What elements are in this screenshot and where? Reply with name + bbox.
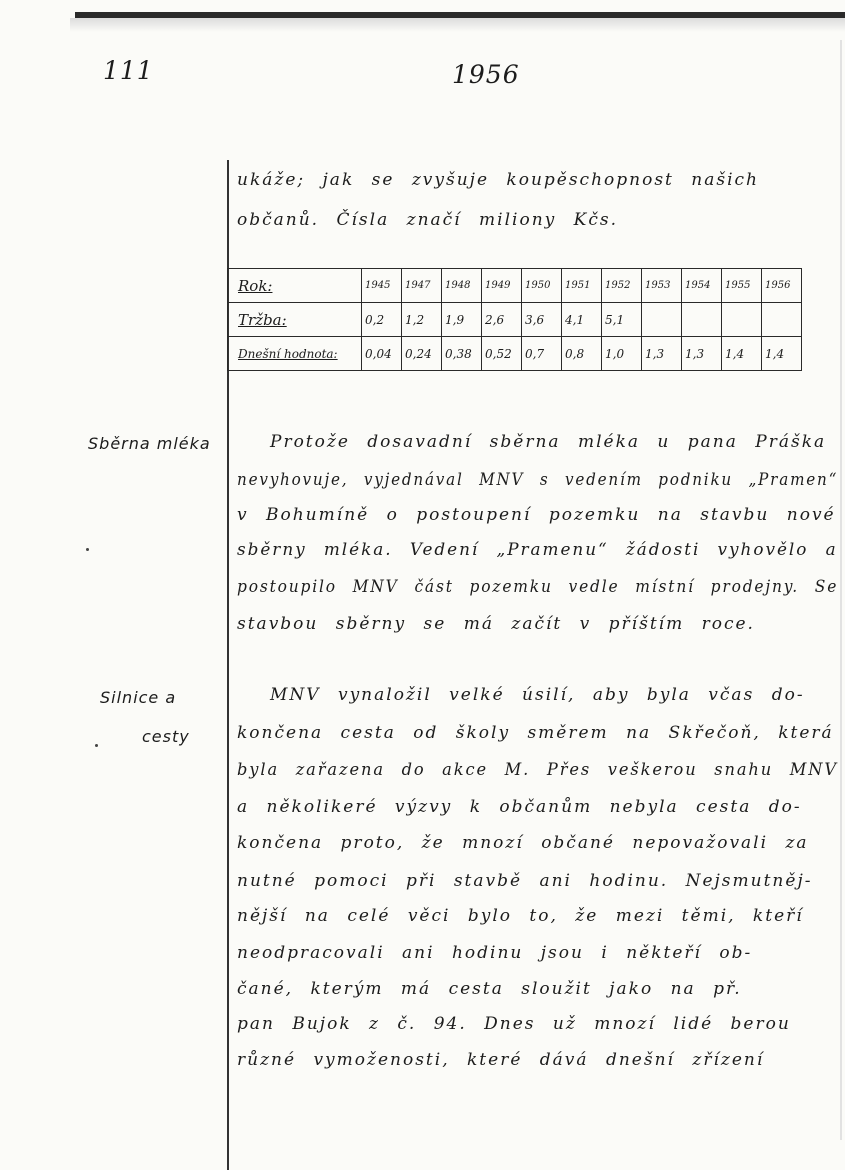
- table-row-label: Dnešní hodnota:: [228, 337, 362, 371]
- text-line: neodpracovali ani hodinu jsou i někteří ob-: [237, 943, 753, 963]
- text-line: končena proto, že mnozí občané nepovažovali za: [237, 833, 809, 853]
- text-line: Protože dosavadní sběrna mléka u pana Práška: [270, 432, 827, 452]
- sales-table: [227, 268, 802, 371]
- year-heading: 1956: [452, 60, 520, 89]
- table-cell: [642, 303, 682, 337]
- margin-title-roads-line2: cesty: [142, 727, 190, 746]
- text-line: MNV vynaložil velké úsilí, aby byla včas do-: [270, 685, 805, 705]
- text-line: a několikeré výzvy k občanům nebyla cesta do-: [237, 797, 802, 817]
- table-cell: 1,4: [722, 337, 762, 371]
- table-row-value: [228, 337, 802, 371]
- margin-title-milk-collection: Sběrna mléka: [88, 434, 211, 453]
- table-cell: 1,3: [682, 337, 722, 371]
- table-cell: 0,8: [562, 337, 602, 371]
- text-line: ukáže; jak se zvyšuje koupěschopnost našich: [237, 170, 760, 190]
- table-cell: [722, 303, 762, 337]
- table-cell: 1948: [442, 269, 482, 303]
- table-cell: 1949: [482, 269, 522, 303]
- table-cell: 4,1: [562, 303, 602, 337]
- text-line: stavbou sběrny se má začít v příštím roce.: [237, 614, 755, 634]
- table-cell: [762, 303, 802, 337]
- text-line: nutné pomoci při stavbě ani hodinu. Nejsmutněj-: [237, 871, 813, 891]
- table-cell: 1952: [602, 269, 642, 303]
- table-cell: 1,2: [402, 303, 442, 337]
- table-row-sales: [228, 303, 802, 337]
- table-cell: 0,7: [522, 337, 562, 371]
- table-row-label: Rok:: [228, 269, 362, 303]
- text-line: různé vymoženosti, které dává dnešní zřízení: [237, 1050, 765, 1070]
- table-cell: 0,38: [442, 337, 482, 371]
- table-cell: 1953: [642, 269, 682, 303]
- table-cell: 1955: [722, 269, 762, 303]
- text-line: byla zařazena do akce M. Přes veškerou snahu MNV: [237, 760, 839, 780]
- table-cell: 1956: [762, 269, 802, 303]
- text-line: nější na celé věci bylo to, že mezi těmi, kteří: [237, 906, 804, 926]
- ink-dot: [86, 548, 89, 551]
- table-cell: 1954: [682, 269, 722, 303]
- text-line: čané, kterým má cesta sloužit jako na př.: [237, 979, 742, 999]
- scan-right-edge: [840, 40, 842, 1140]
- text-line: postoupilo MNV část pozemku vedle místní prodejny. Se: [237, 577, 839, 597]
- text-line: pan Bujok z č. 94. Dnes už mnozí lidé berou: [237, 1014, 791, 1034]
- table-cell: 3,6: [522, 303, 562, 337]
- table-cell: 5,1: [602, 303, 642, 337]
- ink-dot: [95, 744, 98, 747]
- table-cell: 1,9: [442, 303, 482, 337]
- text-line: nevyhovuje, vyjednával MNV s vedením podniku „Pramen“: [237, 470, 839, 490]
- table-cell: 0,2: [362, 303, 402, 337]
- table-cell: 1,3: [642, 337, 682, 371]
- table-cell: 2,6: [482, 303, 522, 337]
- table-cell: 1945: [362, 269, 402, 303]
- table-cell: 1,4: [762, 337, 802, 371]
- table-cell: 0,24: [402, 337, 442, 371]
- text-line: sběrny mléka. Vedení „Pramenu“ žádosti vyhovělo a: [237, 540, 838, 560]
- table-cell: 0,04: [362, 337, 402, 371]
- table-row-year: [228, 269, 802, 303]
- table-cell: 1951: [562, 269, 602, 303]
- table-cell: 0,52: [482, 337, 522, 371]
- table-cell: 1,0: [602, 337, 642, 371]
- table-cell: 1950: [522, 269, 562, 303]
- page-number: 111: [103, 56, 154, 85]
- text-line: v Bohumíně o postoupení pozemku na stavbu nové: [237, 505, 836, 525]
- table-row-label: Tržba:: [228, 303, 362, 337]
- table-cell: 1947: [402, 269, 442, 303]
- text-line: občanů. Čísla značí miliony Kčs.: [237, 210, 618, 230]
- margin-title-roads-line1: Silnice a: [100, 688, 177, 707]
- text-line: končena cesta od školy směrem na Skřečoň, která: [237, 723, 834, 743]
- scan-shadow: [70, 18, 845, 32]
- table-cell: [682, 303, 722, 337]
